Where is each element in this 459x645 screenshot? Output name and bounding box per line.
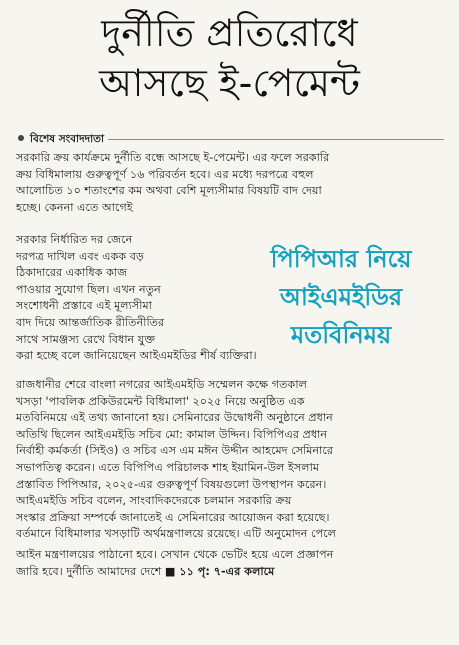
text-line: সরকার নির্ধারিত দর জেনে [16,233,133,246]
byline [18,132,104,149]
text-line: সরকারি ক্রয় কার্যক্রমে দুর্নীতি বন্ধে আসছে ই-পেমেন্ট। এর ফলে সরকারি [16,151,330,164]
text-line: বাদ দিয়ে আন্তর্জাতিক রীতিনীতির [16,315,165,329]
paragraph-closing [16,547,444,580]
text-line: সংশোধনী প্রস্তাবে এই মূল্যসীমা [16,299,152,313]
paragraph-body [16,377,444,543]
text-line: বর্তমানে বিধিমালার খসড়াটি অর্থমন্ত্রণালয়ে রয়েছে। এটি অনুমোদন পেলে [16,527,337,541]
pull-quote-line-1: পিপিআর নিয়ে [270,245,412,273]
text-line-last [16,564,444,581]
paragraph-intro [16,150,444,216]
last-line-text: জারি হবে। দুর্নীতি আমাদের দেশে [16,564,162,578]
text-line: সাথে সামঞ্জস্য রেখে বিধান যুক্ত [16,332,156,346]
pull-quote-line-3: মতবিনিময় [290,321,392,349]
pull-quote [236,240,446,354]
text-line: আইন মন্ত্রণালয়ের পাঠানো হবে। সেখান থেকে ভেটিং হয়ে এলে প্রজ্ঞাপন [16,548,334,561]
headline-line-1: দুর্নীতি প্রতিরোধে [101,11,358,55]
text-line: রাজধানীর শেরে বাংলা নগরের আইএমইডি সম্মেলন কক্ষে গতকাল [16,378,307,391]
headline [0,8,459,108]
text-line: মতবিনিময়ে এই তথ্য জানানো হয়। সেমিনারের উদ্বোধনী অনুষ্ঠানে প্রধান [16,411,333,425]
byline-text: বিশেষ সংবাদদাতা [30,133,105,145]
bullet-icon [18,135,24,141]
text-line: ক্রয় বিধিমালায় গুরুত্বপূর্ণ ১৬ পরিবর্তন হবে। এর মধ্যে দরপত্রে বহুল [16,167,314,181]
text-line: সংস্কার প্রক্রিয়া সম্পর্কে জানাতেই এ সেমিনারের আয়োজন করা হয়েছে। [16,510,330,524]
text-line: করা হচ্ছে বলে জানিয়েছেন আইএমইডির শীর্ষ ব্যক্তিরা। [16,349,257,363]
text-line: পাওয়ার সুযোগ ছিল। এখন নতুন [16,282,161,296]
byline-rule [108,139,444,140]
text-line: নির্বাহী কর্মকর্তা (সিইও) ও সচিব এস এম মঈন উদ্দীন আহমেদ সেমিনারে [16,444,334,458]
text-line: অতিথি ছিলেন আইএমইডি সচিব মো: কামাল উদ্দিন। বিপিপিএর প্রধান [16,427,328,441]
text-line: প্রস্তাবিত পিপিআর, ২০২৫-এর গুরুত্বপূর্ণ বিষয়গুলো উপস্থাপন করেন। [16,477,327,491]
text-line: দরপত্র দাখিল এবং একক বড় [16,249,145,263]
text-line: হচ্ছে। কেননা এতে আগেই [16,200,133,214]
continuation-note: ■ ১১ পৃ: ৭-এর কলামে [164,564,275,578]
text-line: আলোচিত ১০ শতাংশের কম অথবা বেশি মূল্যসীমার বিষয়টি বাদ দেয়া [16,184,322,198]
text-line: খসড়া 'পাবলিক প্রকিউরমেন্ট বিধিমালা' ২০২৫ নিয়ে অনুষ্ঠিত এক [16,394,305,408]
pull-quote-line-2: আইএমইডির [279,283,403,311]
headline-line-2: আসছে ই-পেমেন্ট [99,61,360,105]
paragraph-narrow-column [16,232,257,365]
text-line: সভাপতিত্ব করেন। এতে বিপিপিএ পরিচালক শাহ ইয়ামিন-উল ইসলাম [16,460,320,474]
text-line: ঠিকাদারের একাধিক কাজ [16,266,128,280]
text-line: আইএমইডি সচিব বলেন, সাংবাদিকদেরকে চলমান সরকারি ক্রয় [16,494,292,508]
